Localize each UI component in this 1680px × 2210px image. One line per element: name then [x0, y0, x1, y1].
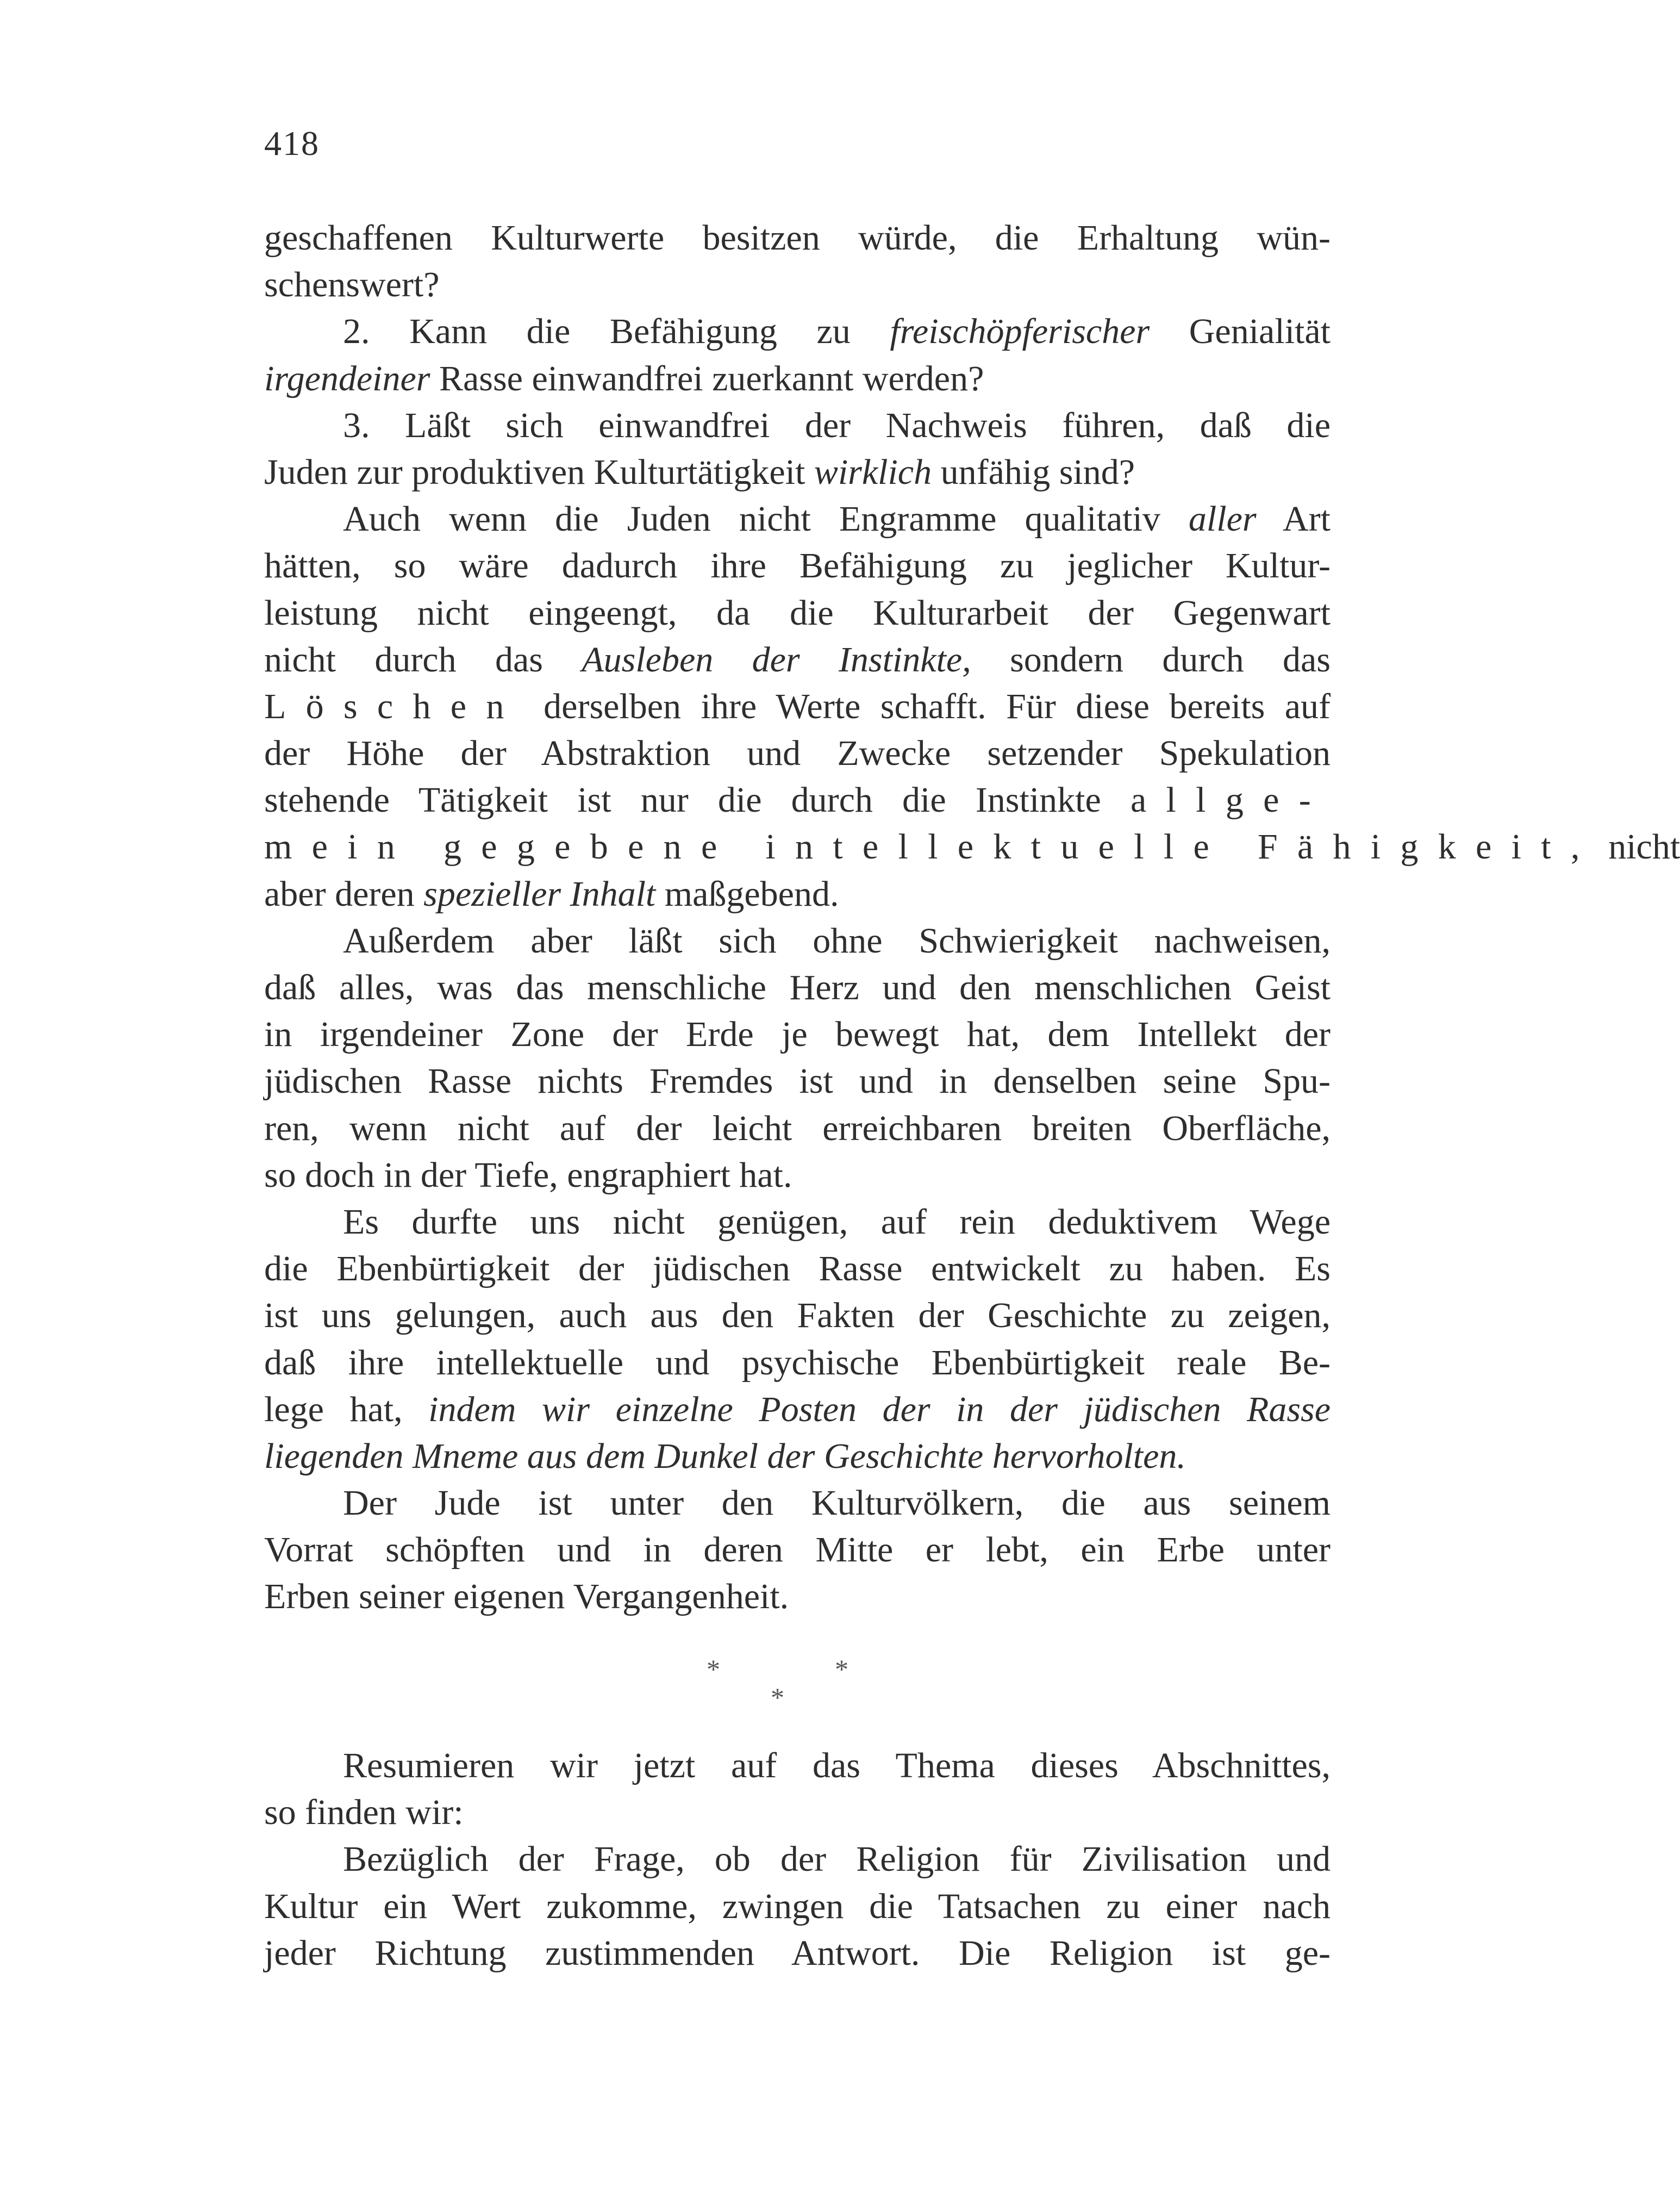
text-line — [264, 730, 1331, 777]
text-line — [264, 683, 1331, 730]
text-segment: Art — [1256, 499, 1331, 539]
text-line — [264, 496, 1331, 543]
text-line — [264, 402, 1331, 449]
emphasized-text: irgendeiner — [264, 358, 430, 399]
text-line — [264, 1836, 1331, 1883]
text-line — [264, 871, 1331, 918]
text-segment: Auch wenn die Juden nicht Engramme qualitativ — [343, 499, 1189, 539]
text-segment: leistung nicht eingeengt, da die Kulturarbeit der Gegenwart — [264, 593, 1331, 633]
text-segment: Außerdem aber läßt sich ohne Schwierigkeit nachweisen, — [343, 920, 1331, 961]
text-line — [264, 543, 1331, 589]
text-segment: Rasse einwandfrei zuerkannt werden? — [430, 358, 984, 399]
text-segment: Erben seiner eigenen Vergangenheit. — [264, 1577, 789, 1617]
text-segment: Genialität — [1150, 312, 1331, 352]
separator-asterisk: * — [771, 1682, 784, 1713]
text-line — [264, 1480, 1331, 1527]
text-line — [264, 1340, 1331, 1386]
text-segment: Vorrat schöpften und in deren Mitte er lebt, ein Erbe unter — [264, 1530, 1331, 1570]
text-segment: Bezüglich der Frage, ob der Religion für Zivilisation und — [343, 1839, 1331, 1879]
text-segment: stehende Tätigkeit ist nur die durch die Instinkte — [264, 780, 1131, 820]
text-line — [264, 1527, 1331, 1573]
emphasized-text: aller — [1188, 499, 1257, 539]
text-line — [264, 1573, 1331, 1620]
text-segment: jüdischen Rasse nichts Fremdes ist und in denselben seine Spu- — [264, 1061, 1331, 1101]
text-segment: daß ihre intellektuelle und psychische Ebenbürtigkeit reale Be- — [264, 1342, 1331, 1383]
text-line — [264, 1742, 1331, 1789]
text-segment: geschaffenen Kulturwerte besitzen würde, die Erhaltung wün- — [264, 218, 1331, 258]
text-segment: 3. Läßt sich einwandfrei der Nachweis führen, daß die — [343, 405, 1331, 445]
text-segment: aber deren — [264, 874, 424, 914]
emphasized-text: spezieller Inhalt — [423, 874, 656, 914]
text-line — [264, 964, 1331, 1011]
text-segment: Juden zur produktiven Kulturtätigkeit — [264, 452, 814, 492]
text-segment: daß alles, was das menschliche Herz und den menschlichen Geist — [264, 968, 1331, 1007]
text-segment: die Ebenbürtigkeit der jüdischen Rasse entwickelt zu haben. Es — [264, 1249, 1331, 1289]
text-segment: ist uns gelungen, auch aus den Fakten der Geschichte zu zeigen, — [264, 1296, 1331, 1336]
text-line — [264, 1789, 1331, 1836]
text-line — [264, 1930, 1331, 1977]
text-segment: in irgendeiner Zone der Erde je bewegt hat, dem Intellekt der — [264, 1014, 1331, 1055]
text-segment: jeder Richtung zustimmenden Antwort. Die Religion ist ge- — [264, 1933, 1331, 1973]
text-line — [264, 590, 1331, 637]
text-segment: 2. Kann die Befähigung zu — [343, 312, 890, 352]
emphasized-text: freischöpferischer — [890, 312, 1150, 352]
text-line — [264, 1011, 1331, 1058]
text-line — [264, 1292, 1331, 1339]
text-line — [264, 1386, 1331, 1433]
text-line — [264, 308, 1331, 355]
text-segment: hätten, so wäre dadurch ihre Befähigung zu jeglicher Kultur- — [264, 546, 1331, 586]
text-segment: Resumieren wir jetzt auf das Thema dieses Abschnittes, — [343, 1746, 1331, 1785]
text-line — [264, 262, 1331, 308]
text-segment: ren, wenn nicht auf der leicht erreichbaren breiten Oberfläche, — [264, 1108, 1331, 1148]
text-segment: so doch in der Tiefe, engraphiert hat. — [264, 1155, 792, 1195]
text-line — [264, 1199, 1331, 1246]
spaced-text: mein gegebene intellektuelle Fähigkeit, — [264, 827, 1600, 867]
text-line — [264, 449, 1331, 496]
page-number: 418 — [264, 124, 320, 163]
separator-asterisk: * — [835, 1654, 848, 1684]
text-segment: maßgebend. — [655, 874, 839, 914]
emphasized-text: indem wir einzelne Posten der in der jüdischen Rasse — [428, 1389, 1331, 1429]
emphasized-text: Ausleben der Instinkte, — [582, 639, 971, 680]
separator-asterisk: * — [707, 1654, 720, 1684]
text-line — [264, 824, 1680, 870]
spaced-text: Löschen — [264, 686, 524, 726]
spaced-text: allge- — [1130, 780, 1331, 820]
text-segment: Kultur ein Wert zukomme, zwingen die Tatsachen zu einer nach — [264, 1886, 1331, 1926]
text-line — [264, 1058, 1331, 1105]
text-line — [264, 637, 1331, 683]
text-segment: unfähig sind? — [932, 452, 1135, 492]
text-line — [264, 777, 1331, 824]
text-segment: nicht — [1599, 827, 1680, 867]
text-segment: Der Jude ist unter den Kulturvölkern, die aus seinem — [343, 1483, 1331, 1523]
emphasized-text: liegenden Mneme aus dem Dunkel der Geschichte hervorholten. — [264, 1436, 1186, 1476]
text-segment: so finden wir: — [264, 1792, 464, 1833]
text-segment: der Höhe der Abstraktion und Zwecke setzender Spekulation — [264, 733, 1331, 774]
text-segment: nicht durch das — [264, 639, 582, 680]
text-line — [264, 1883, 1331, 1930]
text-line — [264, 1105, 1331, 1152]
text-line — [264, 1152, 1331, 1199]
text-segment: schenswert? — [264, 265, 440, 305]
main-text-lower — [264, 1742, 1331, 1977]
text-segment: derselben ihre Werte schafft. Für diese bereits auf — [523, 686, 1331, 726]
section-separator-asterisks — [707, 1655, 870, 1721]
main-text-upper — [264, 215, 1680, 1621]
text-segment: Es durfte uns nicht genügen, auf rein deduktivem Wege — [343, 1202, 1331, 1242]
text-segment: sondern durch das — [971, 639, 1331, 680]
text-line — [264, 918, 1331, 964]
text-line — [264, 1433, 1331, 1480]
text-line — [264, 356, 1331, 402]
text-segment: lege hat, — [264, 1389, 429, 1429]
text-line — [264, 1246, 1331, 1292]
text-line — [264, 215, 1331, 262]
emphasized-text: wirklich — [814, 452, 932, 492]
